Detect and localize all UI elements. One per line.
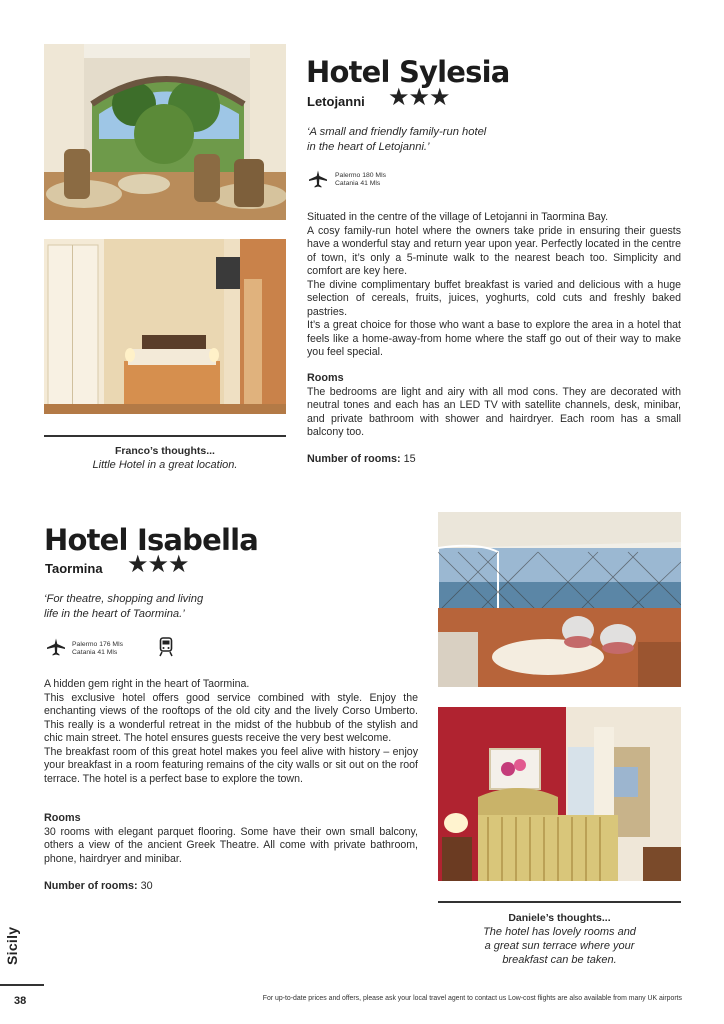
plane-icon	[308, 170, 328, 188]
hotel-isabella-airport-distances: Palermo 176 Mls Catania 41 Mls	[72, 641, 123, 656]
footer-note: For up-to-date prices and offers, please ask your local travel agent to contact us Low-cost flights are also available from many UK airports	[262, 995, 682, 1002]
divider	[44, 435, 286, 437]
hotel-sylesia-room-count: Number of rooms: 15	[307, 453, 416, 465]
page-number: 38	[14, 995, 27, 1007]
hotel-isabella-thoughts-heading: Daniele’s thoughts...	[508, 912, 611, 924]
section-label: Sicily	[4, 926, 20, 965]
hotel-isabella-thoughts-text: The hotel has lovely rooms and a great sun terrace where your breakfast can be taken.	[483, 926, 636, 966]
hotel-isabella-star-rating: ★★★	[127, 551, 189, 578]
divider	[438, 901, 681, 903]
hotel-isabella-description: A hidden gem right in the heart of Taormina. This exclusive hotel offers good service combined with style. Enjoy the enchanting views of the rooftops of the old city and the lively Corso Umberto. This really is a wonderful retreat in the midst of the hubbub of the stylish and chic main street. The hotel ensures guests receive the very best welcome. The breakfast room of this great hotel makes you feel alive with history – enjoy your breakfast in a room featuring remains of the city walls or sit out on the roof terrace. The hotel is a perfect base to explore the town.	[44, 678, 418, 785]
hotel-isabella-bedroom-photo	[438, 707, 681, 881]
hotel-isabella-tagline: ‘For theatre, shopping and living life in the heart of Taormina.’	[44, 593, 204, 620]
hotel-sylesia-thoughts-text: Little Hotel in a great location.	[92, 459, 238, 471]
hotel-sylesia-airport-distances: Palermo 180 Mls Catania 41 Mls	[335, 172, 386, 187]
hotel-sylesia-title: Hotel Sylesia	[306, 55, 510, 89]
hotel-isabella-rooms-heading: Rooms	[44, 812, 81, 824]
hotel-sylesia-thoughts-heading: Franco’s thoughts...	[115, 445, 215, 457]
train-icon	[159, 637, 173, 657]
hotel-sylesia-bedroom-photo	[44, 239, 286, 414]
divider	[0, 984, 44, 986]
hotel-sylesia-rooms-heading: Rooms	[307, 372, 344, 384]
hotel-sylesia-tagline: ‘A small and friendly family-run hotel in the heart of Letojanni.’	[307, 126, 487, 153]
plane-icon	[46, 638, 66, 656]
hotel-isabella-title: Hotel Isabella	[44, 523, 259, 557]
hotel-sylesia-star-rating: ★★★	[388, 84, 450, 111]
hotel-sylesia-rooms-text: The bedrooms are light and airy with all mod cons. They are decorated with neutral tones and each has an LED TV with satellite channels, desk, minibar, and private bathroom with shower and hairdryer. Each room has a small balcony too.	[307, 385, 681, 438]
hotel-isabella-rooms-section	[44, 812, 418, 866]
hotel-sylesia-location: Letojanni	[307, 94, 365, 109]
hotel-sylesia-description: Situated in the centre of the village of Letojanni in Taormina Bay. A cosy family-run hotel where the owners take pride in ensuring their guests have a wonderful stay and return year upon year. Perfectly located in the centre of town, it’s only a 5-minute walk to the nearest beach too. Simplicity and comfort are key here. The divine complimentary buffet breakfast is varied and delicious with a huge selection of cereals, fruits, juices, yoghurts, cold cuts and freshly baked pastries. It’s a great choice for those who want a base to explore the area in a hotel that feels like a home-away-from home where the staff go out of their way to make you feel special.	[307, 211, 681, 358]
hotel-isabella-location: Taormina	[45, 561, 103, 576]
hotel-isabella-terrace-photo	[438, 512, 681, 687]
hotel-isabella-rooms-text: 30 rooms with elegant parquet flooring. Some have their own small balcony, others a view of the ancient Greek Theatre. All come with private bathroom, phone, hairdryer and minibar.	[44, 825, 418, 865]
hotel-isabella-room-count: Number of rooms: 30	[44, 880, 153, 892]
hotel-sylesia-breakfast-room-photo	[44, 44, 286, 220]
hotel-sylesia-rooms-section	[307, 372, 681, 440]
